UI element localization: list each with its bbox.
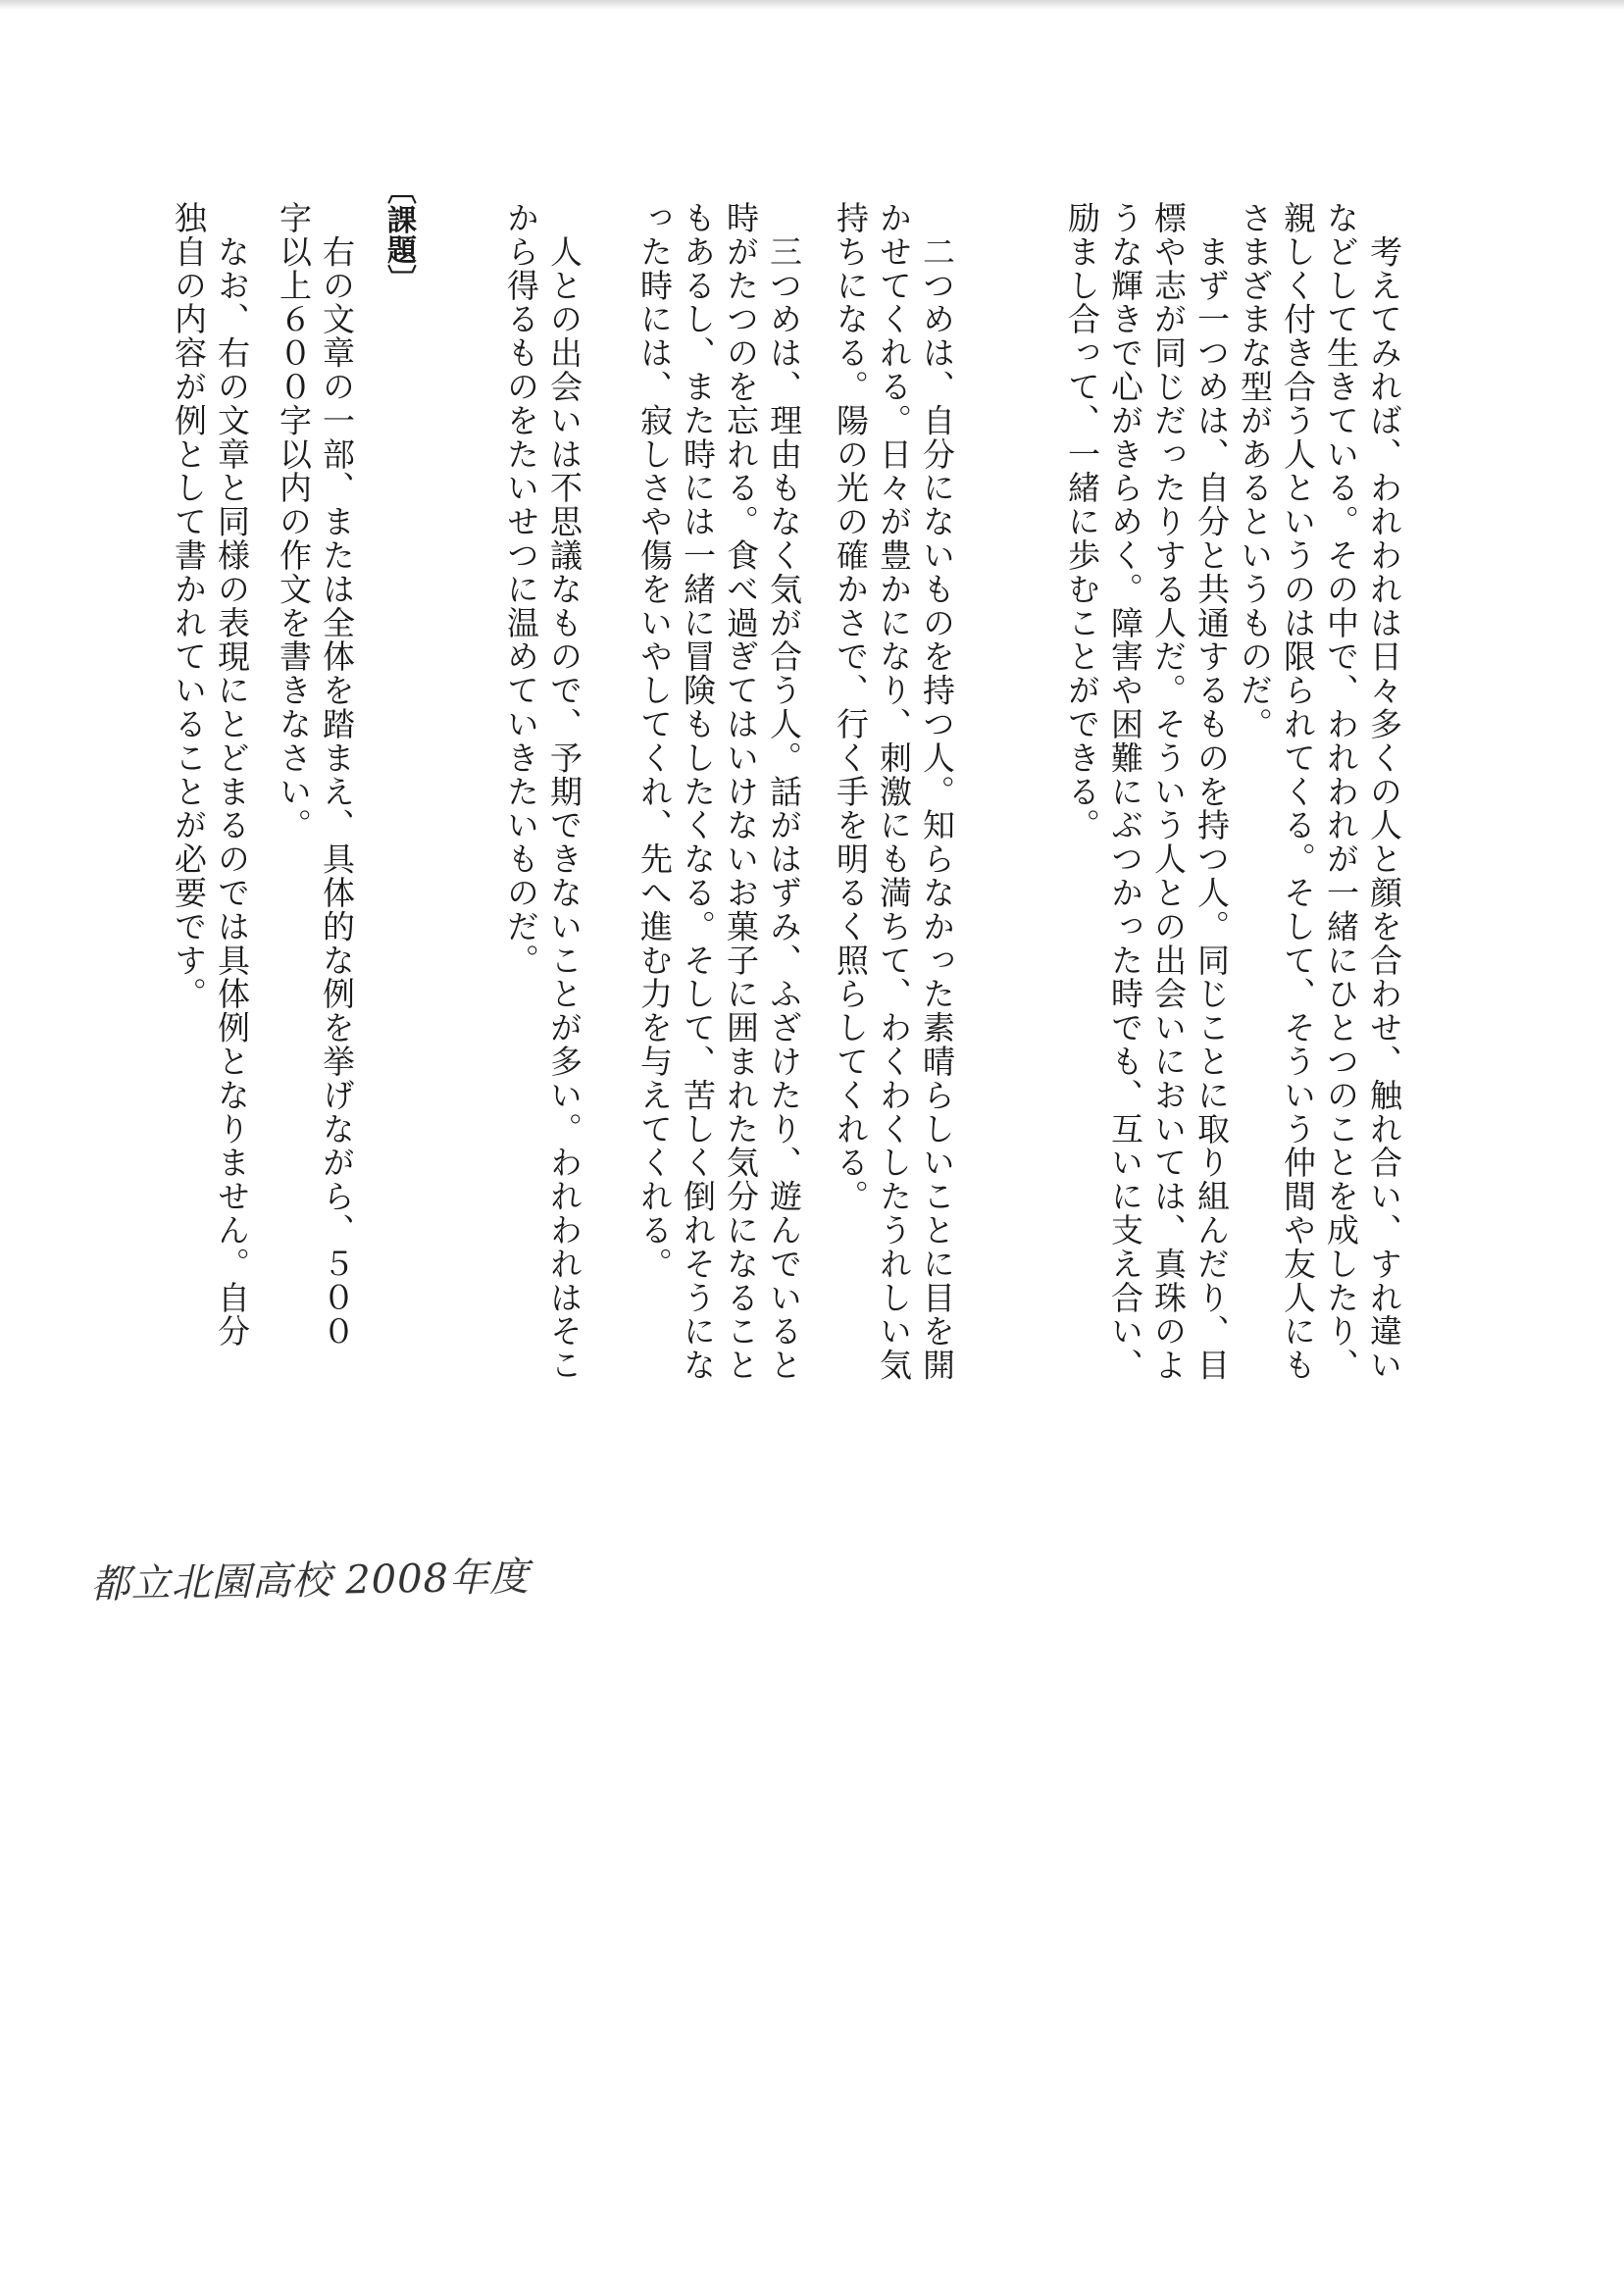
scan-edge [0, 0, 1624, 10]
handwritten-note: 都立北園高校 2008年度 [90, 1555, 531, 1607]
passage-line: まず一つめは、自分と共通するものを持つ人。同じことに取り組んだり、目 [1193, 201, 1231, 1382]
passage-line: 二つめは、自分にないものを持つ人。知らなかった素晴らしいことに目を開 [918, 201, 956, 1382]
passage-line: 励まし合って、一緒に歩むことができる。 [1063, 201, 1101, 842]
passage-line: などして生きている。その中で、われわれが一緒にひとつのことを成したり、 [1322, 201, 1360, 1382]
passage-line: から得るものをたいせつに温めていきたいものだ。 [502, 201, 540, 978]
passage-line: 考えてみれば、われわれは日々多くの人と顔を合わせ、触れ合い、すれ違い [1365, 201, 1403, 1382]
passage-line: った時には、寂しさや傷をいやしてくれ、先へ進む力を与えてくれる。 [635, 201, 674, 1281]
task-line: 右の文章の一部、または全体を踏まえ、具体的な例を挙げながら、５００ [318, 201, 356, 1349]
passage-line: もあるし、また時には一緒に冒険もしたくなる。そして、苦しく倒れそうにな [679, 201, 717, 1382]
passage-line: さまざまな型があるというものだ。 [1236, 201, 1274, 741]
task-line: 独自の内容が例として書かれていることが必要です。 [170, 201, 208, 1011]
passage-line: うな輝きで心がきらめく。障害や困難にぶつかった時でも、互いに支え合い、 [1106, 201, 1144, 1382]
passage-line: かせてくれる。日々が豊かになり、刺激にも満ちて、わくわくしたうれしい気 [875, 201, 913, 1382]
task-heading: 〔課題〕 [381, 175, 416, 294]
passage-line: 持ちになる。陽の光の確かさで、行く手を明るく照らしてくれる。 [832, 201, 870, 1213]
passage-line: 親しく付き合う人というのは限られてくる。そして、そういう仲間や友人にも [1279, 201, 1317, 1382]
passage-line: 標や志が同じだったりする人だ。そういう人との出会いにおいては、真珠のよ [1149, 201, 1188, 1382]
passage-line: 三つめは、理由もなく気が合う人。話がはずみ、ふざけたり、遊んでいると [765, 201, 803, 1382]
task-line: 字以上６００字以内の作文を書きなさい。 [275, 201, 313, 842]
passage-line: 時がたつのを忘れる。食べ過ぎてはいけないお菓子に囲まれた気分になること [722, 201, 760, 1382]
passage-line: 人との出会いは不思議なもので、予期できないことが多い。われわれはそこ [545, 201, 584, 1382]
task-line: なお、右の文章と同様の表現にとどまるのでは具体例となりません。自分 [213, 201, 251, 1349]
